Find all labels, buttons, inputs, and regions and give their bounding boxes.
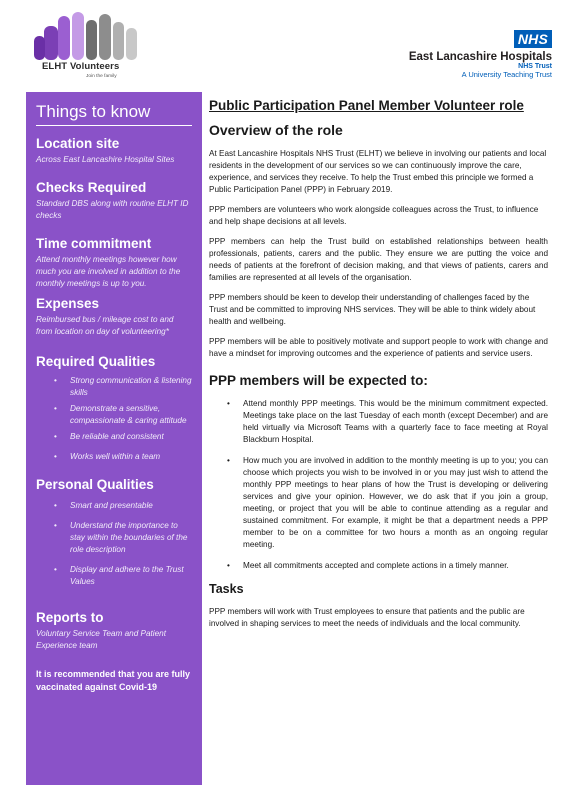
list-item: • Smart and presentable [54, 500, 192, 512]
location-heading: Location site [36, 136, 120, 151]
overview-paragraph-1: At East Lancashire Hospitals NHS Trust (ELHT) we believe in involving our patients and local residents in the development of our services so we can continuously improve the care, experience, and services they receive. To help the Trust embed this principle we formed a Public Participation Panel (PPP) in February 2019. [209, 149, 547, 194]
personal-qualities-list [54, 500, 192, 588]
sidebar-title: Things to know [36, 102, 192, 126]
nhs-trust-label: NHS Trust [518, 63, 552, 70]
time-text: Attend monthly meetings however how much you are involved in addition to the monthly meetings is up to you. [36, 255, 181, 288]
expected-heading: PPP members will be expected to: [209, 373, 428, 388]
overview-paragraph-3: PPP members can help the Trust build on established relationships between health professionals, patients, carers and the public. They ensure we are putting the voice and needs of patients at the forefront of decision making, and that views of patients, carers and families are represented at all levels of the organisation. [209, 237, 548, 282]
nhs-logo [382, 30, 552, 79]
location-text: Across East Lancashire Hospital Sites [36, 155, 175, 164]
personal-qualities-heading: Personal Qualities [36, 477, 154, 492]
tasks-heading: Tasks [209, 582, 244, 596]
list-item: • Understand the importance to stay within the boundaries of the role description [54, 520, 192, 556]
expected-list [209, 398, 548, 572]
list-item: • Demonstrate a sensitive, compassionate & caring attitude [54, 403, 192, 427]
vaccination-note: It is recommended that you are fully vaccinated against Covid-19 [36, 669, 191, 692]
overview-heading: Overview of the role [209, 122, 343, 138]
tasks-text: PPP members will work with Trust employees to ensure that patients and the public are involved in shaping services to meet the needs of individuals and the local community. [209, 607, 525, 628]
reports-to-text: Voluntary Service Team and Patient Experience team [36, 629, 167, 650]
list-item: • Display and adhere to the Trust Values [54, 564, 192, 588]
list-item: • Strong communication & listening skills [54, 375, 192, 399]
list-item: • Be reliable and consistent [54, 431, 192, 443]
time-heading: Time commitment [36, 236, 152, 251]
reports-to-heading: Reports to [36, 610, 104, 625]
main-content [209, 98, 548, 638]
page-title: Public Participation Panel Member Volunteer role [209, 98, 524, 113]
nhs-org-name: East Lancashire Hospitals [408, 51, 552, 63]
expenses-heading: Expenses [36, 296, 100, 311]
nhs-tagline: A University Teaching Trust [461, 70, 552, 79]
logo-tagline: Join the family [86, 74, 117, 79]
checks-text: Standard DBS along with routine ELHT ID checks [36, 199, 189, 220]
elht-volunteers-logo [28, 8, 152, 80]
things-to-know-sidebar [26, 92, 202, 785]
overview-paragraph-4: PPP members should be keen to develop their understanding of challenges faced by the Trust and be committed to improving NHS services. They will be able to think widely about health and wellbeing. [209, 293, 536, 326]
overview-paragraph-5: PPP members will be able to positively motivate and support people to work with change and have a mindset for improving outcomes and the experience of patients and service users. [209, 337, 548, 358]
nhs-badge: NHS [514, 30, 552, 48]
overview-paragraph-2: PPP members are volunteers who work alongside colleagues across the Trust, to influence and help shape decisions at all levels. [209, 205, 539, 226]
required-qualities-list [54, 375, 192, 463]
logo-name: ELHT Volunteers [42, 61, 120, 72]
checks-heading: Checks Required [36, 180, 147, 195]
expenses-text: Reimbursed bus / mileage cost to and from location on day of volunteering* [36, 315, 174, 336]
list-item: • Meet all commitments accepted and complete actions in a timely manner. [209, 560, 548, 572]
list-item: • How much you are involved in addition to the monthly meeting is up to you; you can choose which projects you wish to be involved in or you may just wish to attend the monthly PPP meetings to hear plans of how the Trust is developing or delivering services and give your opinion. However, we do ask that if you join a group, meeting, or project that you will be able to continue attending as a regular and sustained commitment. For example, it might be that a department needs a PPP member to be on a committee for two hours a month as an ongoing regular meeting. [209, 455, 548, 551]
list-item: • Works well within a team [54, 451, 192, 463]
list-item: • Attend monthly PPP meetings. This would be the minimum commitment expected. Meetings take place on the last Tuesday of each month (except December) and are held virtually via Microsoft Teams with a quarterly face to face meeting at Royal Blackburn Hospital. [209, 398, 548, 446]
hands-logo-icon [28, 8, 152, 64]
required-qualities-heading: Required Qualities [36, 354, 156, 369]
